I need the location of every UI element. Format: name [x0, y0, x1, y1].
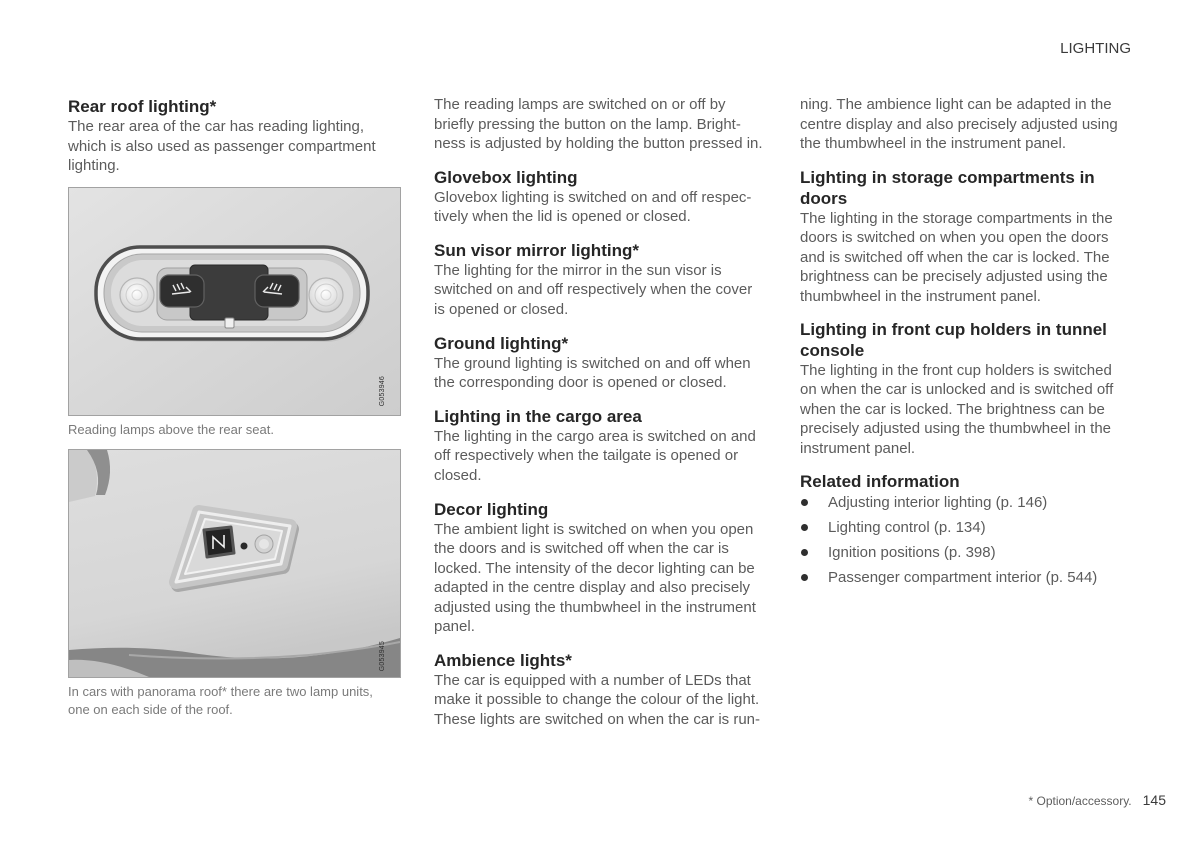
text-line: Reading lamps above the rear seat.: [68, 422, 274, 437]
lamp-sensor: [255, 535, 273, 553]
text-line: switched on and off respectively when the cover: [434, 281, 753, 298]
section-body: [434, 95, 768, 154]
section-glovebox-lighting: [434, 167, 768, 227]
related-link[interactable]: [800, 515, 1122, 540]
bullet-icon: [801, 549, 808, 556]
section-heading: Sun visor mirror lighting*: [434, 240, 639, 260]
text-line: The lighting for the mirror in the sun visor is: [434, 261, 722, 279]
left-lamp-button: [160, 275, 204, 307]
related-link[interactable]: [800, 540, 1122, 565]
section-body: [800, 361, 1122, 459]
section-cargo-area-lighting: [434, 406, 768, 486]
section-heading: Related information: [800, 471, 960, 491]
text-line: The ambient light is switched on when you open: [434, 520, 754, 538]
section-body: [434, 261, 768, 320]
page-footer: [1028, 791, 1166, 810]
section-ambience-lights: [434, 650, 768, 730]
text-line: the corresponding door is opened or closed.: [434, 374, 727, 391]
figure-caption: [68, 421, 402, 439]
reading-lamp-illustration: [69, 188, 400, 415]
text-line: centre display and also precisely adjusted using: [800, 115, 1118, 133]
section-body: [800, 95, 1122, 154]
text-line: The lighting in the cargo area is switched on and: [434, 427, 756, 445]
section-heading: Ground lighting*: [434, 333, 569, 353]
text-line: Glovebox lighting is switched on and off respec-: [434, 188, 752, 206]
section-cup-holder-lighting: [800, 319, 1122, 459]
bullet-icon: [801, 524, 808, 531]
section-rear-roof-lighting: [68, 96, 402, 176]
text-line: and is switched off when the car is locked. The: [800, 248, 1110, 266]
lamp-indicator-dot: [241, 543, 248, 550]
section-ambience-lights-continued: [800, 95, 1122, 154]
section-storage-compartment-lighting: [800, 167, 1122, 307]
related-link-label: Adjusting interior lighting (p. 146): [828, 493, 1048, 511]
section-body: [68, 117, 402, 176]
section-body: [434, 188, 768, 227]
section-heading: Lighting in the cargo area: [434, 406, 642, 426]
section-sun-visor-mirror-lighting: [434, 240, 768, 320]
text-line: when the car is locked. The brightness can be: [800, 400, 1105, 418]
section-body: [434, 427, 768, 486]
section-body: [434, 520, 768, 637]
related-link-label: Lighting control (p. 134): [828, 518, 986, 536]
text-line: panel.: [434, 618, 475, 635]
text-line: briefly pressing the button on the lamp. Bright-: [434, 115, 741, 133]
running-header: LIGHTING: [1060, 40, 1131, 57]
footnote: * Option/accessory.: [1028, 794, 1132, 808]
text-line: brightness can be precisely adjusted using the: [800, 268, 1108, 285]
text-line: tively when the lid is opened or closed.: [434, 208, 691, 225]
figure-panorama-roof-lamp: [68, 449, 401, 678]
text-line: instrument panel.: [800, 439, 916, 457]
section-heading: Decor lighting: [434, 499, 549, 519]
related-link-label: Passenger compartment interior (p. 544): [828, 568, 1098, 586]
text-line: adapted in the centre display and also precisely: [434, 579, 751, 596]
section-heading: Rear roof lighting*: [68, 97, 217, 116]
section-body: [800, 209, 1122, 307]
related-link-label: Ignition positions (p. 398): [828, 543, 996, 561]
figure-caption: [68, 683, 402, 719]
console-tab: [225, 318, 234, 328]
text-line: These lights are switched on when the car is run-: [434, 710, 760, 728]
text-line: locked. The intensity of the decor lighting can be: [434, 559, 755, 577]
text-line: The lighting in the front cup holders is switched: [800, 361, 1112, 379]
section-reading-lamps: [434, 95, 768, 154]
section-heading: Lighting in storage compartments in doors: [800, 167, 1095, 208]
text-line: doors is switched on when you open the doors: [800, 229, 1109, 246]
section-body: [434, 671, 768, 730]
text-line: closed.: [434, 466, 482, 484]
text-line: the doors and is switched off when the car is: [434, 540, 729, 557]
panorama-roof-lamp-illustration: [69, 450, 400, 677]
text-line: The ground lighting is switched on and off when: [434, 354, 751, 372]
figure-reading-lamps: [68, 187, 401, 416]
text-line: one on each side of the roof.: [68, 702, 233, 717]
text-line: which is also used as passenger compartment: [68, 137, 376, 155]
text-line: The rear area of the car has reading lighting,: [68, 118, 365, 135]
section-heading: Glovebox lighting: [434, 167, 578, 187]
text-line: The lighting in the storage compartments in the: [800, 209, 1113, 227]
text-line: thumbwheel in the instrument panel.: [800, 287, 1041, 305]
bullet-icon: [801, 499, 808, 506]
right-lamp-button: [255, 275, 299, 307]
text-line: precisely adjusted using the thumbwheel in the: [800, 420, 1112, 437]
text-line: ning. The ambience light can be adapted in the: [800, 96, 1112, 113]
right-lamp-lens: [309, 278, 343, 312]
page-number: 145: [1142, 792, 1166, 808]
text-line: In cars with panorama roof* there are two lamp units,: [68, 684, 373, 699]
section-ground-lighting: [434, 333, 768, 393]
text-line: off respectively when the tailgate is opened or: [434, 447, 739, 464]
left-lamp-lens: [120, 278, 154, 312]
related-link[interactable]: [800, 565, 1122, 590]
section-heading: Ambience lights*: [434, 650, 572, 670]
text-line: adjusted using the thumbwheel in the instrument: [434, 598, 756, 616]
text-line: on when the car is unlocked and is switched off: [800, 381, 1114, 398]
section-body: [434, 354, 768, 393]
section-decor-lighting: [434, 499, 768, 637]
bullet-icon: [801, 574, 808, 581]
figure-code: G053945: [379, 641, 386, 672]
text-line: lighting.: [68, 157, 120, 174]
lamp-switch: [204, 527, 234, 557]
text-line: make it possible to change the colour of the light.: [434, 691, 760, 708]
text-line: the thumbwheel in the instrument panel.: [800, 135, 1066, 152]
related-link[interactable]: [800, 490, 1122, 515]
text-line: The reading lamps are switched on or off by: [434, 96, 726, 113]
text-line: The car is equipped with a number of LEDs that: [434, 671, 751, 689]
text-line: ness is adjusted by holding the button pressed in.: [434, 135, 763, 152]
text-line: is opened or closed.: [434, 300, 569, 318]
figure-code: G053946: [379, 376, 386, 407]
section-related-information: [800, 471, 1122, 590]
related-links: [800, 490, 1122, 590]
section-heading: Lighting in front cup holders in tunnel console: [800, 319, 1107, 360]
